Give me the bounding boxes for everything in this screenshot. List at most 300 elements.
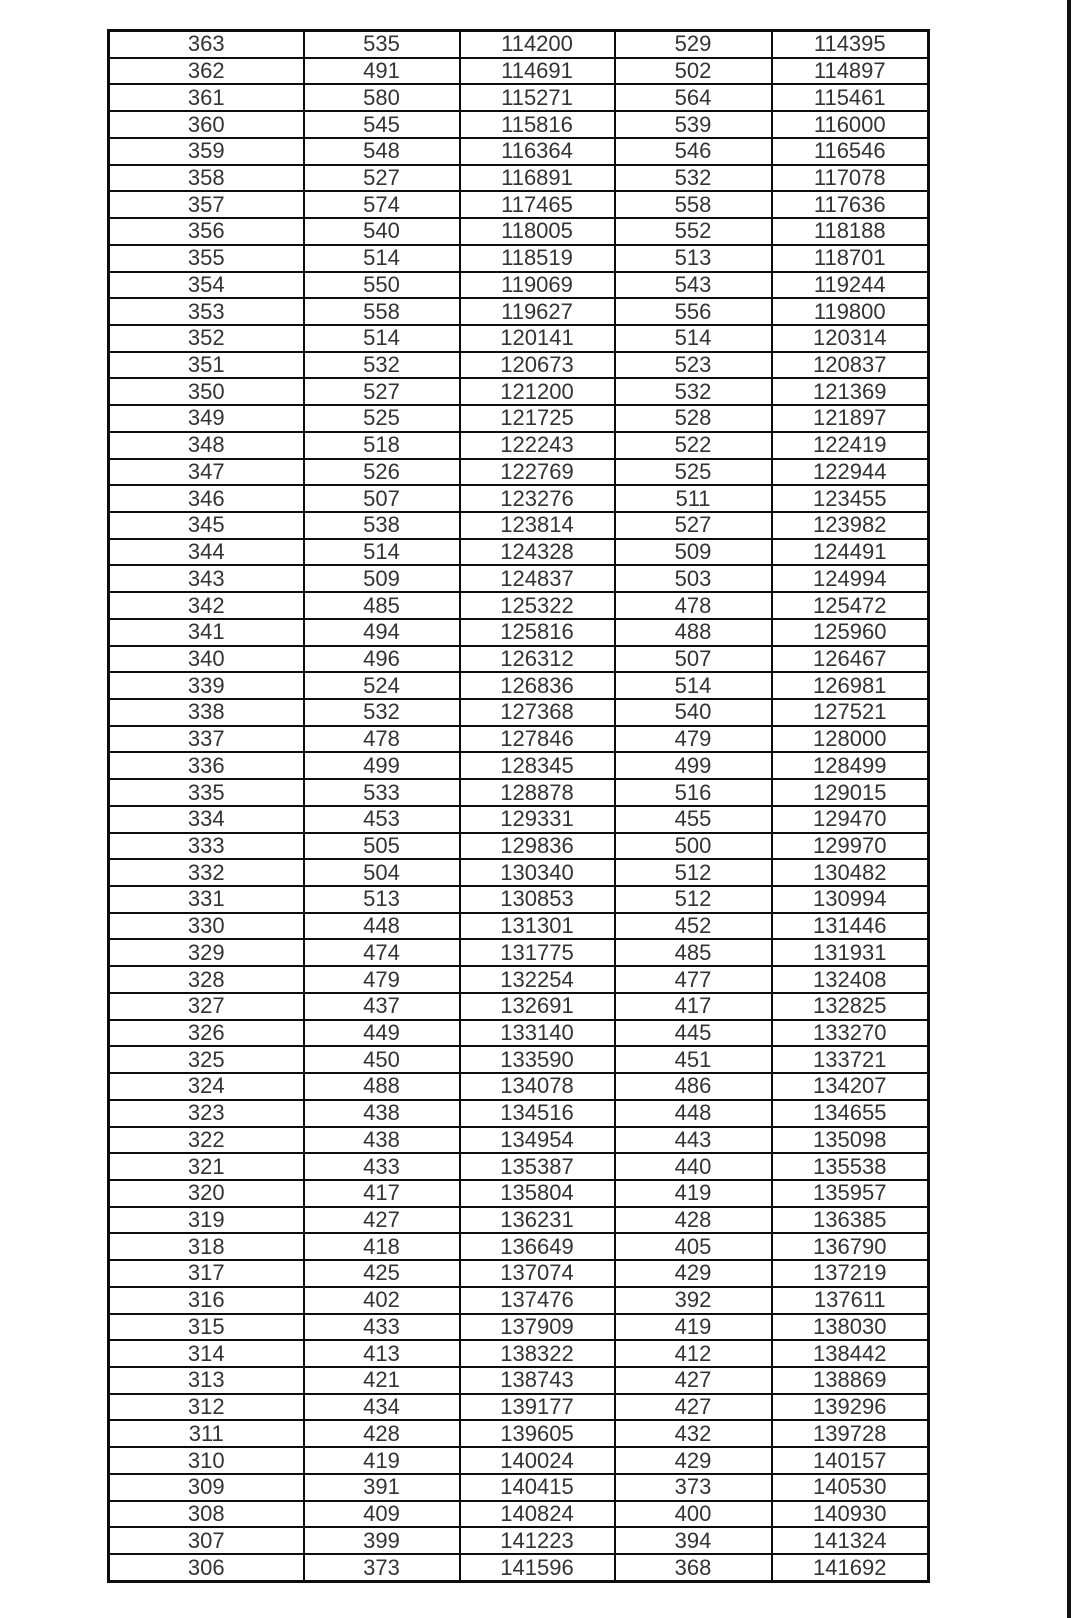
table-cell: 134078 xyxy=(460,1073,615,1100)
table-cell: 123814 xyxy=(460,512,615,539)
table-cell: 136231 xyxy=(460,1207,615,1234)
table-cell: 417 xyxy=(615,993,772,1020)
table-cell: 527 xyxy=(304,378,460,405)
table-cell: 125322 xyxy=(460,592,615,619)
table-cell: 129970 xyxy=(772,833,929,860)
table-cell: 315 xyxy=(109,1314,304,1341)
table-cell: 133140 xyxy=(460,1020,615,1047)
table-cell: 328 xyxy=(109,966,304,993)
table-cell: 522 xyxy=(615,432,772,459)
table-cell: 135387 xyxy=(460,1153,615,1180)
table-cell: 118005 xyxy=(460,218,615,245)
table-cell: 139728 xyxy=(772,1420,929,1447)
table-cell: 356 xyxy=(109,218,304,245)
table-cell: 449 xyxy=(304,1020,460,1047)
table-cell: 123982 xyxy=(772,512,929,539)
table-cell: 427 xyxy=(615,1394,772,1421)
table-row xyxy=(109,1474,929,1501)
table-cell: 136385 xyxy=(772,1207,929,1234)
table-cell: 114691 xyxy=(460,58,615,85)
table-cell: 440 xyxy=(615,1153,772,1180)
table-cell: 335 xyxy=(109,779,304,806)
table-cell: 526 xyxy=(304,459,460,486)
table-cell: 119069 xyxy=(460,272,615,299)
table-row xyxy=(109,1127,929,1154)
table-cell: 528 xyxy=(615,405,772,432)
table-cell: 140415 xyxy=(460,1474,615,1501)
table-row xyxy=(109,1180,929,1207)
table-cell: 358 xyxy=(109,165,304,192)
table-cell: 354 xyxy=(109,272,304,299)
table-row xyxy=(109,165,929,192)
table-cell: 117078 xyxy=(772,165,929,192)
table-cell: 453 xyxy=(304,806,460,833)
table-cell: 128499 xyxy=(772,752,929,779)
table-cell: 514 xyxy=(615,325,772,352)
table-cell: 312 xyxy=(109,1394,304,1421)
table-cell: 514 xyxy=(615,672,772,699)
table-row xyxy=(109,325,929,352)
table-row xyxy=(109,1554,929,1581)
table-cell: 392 xyxy=(615,1287,772,1314)
table-cell: 317 xyxy=(109,1260,304,1287)
table-cell: 130482 xyxy=(772,859,929,886)
table-cell: 137611 xyxy=(772,1287,929,1314)
table-cell: 513 xyxy=(615,245,772,272)
table-cell: 360 xyxy=(109,111,304,138)
table-cell: 532 xyxy=(615,378,772,405)
table-cell: 488 xyxy=(615,619,772,646)
table-cell: 124837 xyxy=(460,565,615,592)
table-cell: 527 xyxy=(304,165,460,192)
table-cell: 421 xyxy=(304,1367,460,1394)
table-cell: 115271 xyxy=(460,84,615,111)
table-cell: 507 xyxy=(615,646,772,673)
table-cell: 131931 xyxy=(772,939,929,966)
table-cell: 139177 xyxy=(460,1394,615,1421)
table-cell: 141223 xyxy=(460,1527,615,1554)
table-cell: 361 xyxy=(109,84,304,111)
table-cell: 130994 xyxy=(772,886,929,913)
table-cell: 311 xyxy=(109,1420,304,1447)
table-cell: 124328 xyxy=(460,539,615,566)
table-cell: 391 xyxy=(304,1474,460,1501)
table-row xyxy=(109,1314,929,1341)
table-row xyxy=(109,646,929,673)
table-cell: 115816 xyxy=(460,111,615,138)
table-cell: 543 xyxy=(615,272,772,299)
table-cell: 135957 xyxy=(772,1180,929,1207)
table-cell: 127846 xyxy=(460,726,615,753)
table-cell: 477 xyxy=(615,966,772,993)
table-cell: 330 xyxy=(109,913,304,940)
table-row xyxy=(109,1100,929,1127)
table-cell: 118701 xyxy=(772,245,929,272)
table-cell: 485 xyxy=(304,592,460,619)
table-cell: 564 xyxy=(615,84,772,111)
table-row xyxy=(109,1046,929,1073)
table-cell: 485 xyxy=(615,939,772,966)
table-cell: 417 xyxy=(304,1180,460,1207)
table-row xyxy=(109,913,929,940)
table-row xyxy=(109,84,929,111)
table-cell: 451 xyxy=(615,1046,772,1073)
table-cell: 438 xyxy=(304,1127,460,1154)
table-row xyxy=(109,1340,929,1367)
table-cell: 122243 xyxy=(460,432,615,459)
table-cell: 123455 xyxy=(772,485,929,512)
table-cell: 357 xyxy=(109,191,304,218)
table-row xyxy=(109,1207,929,1234)
table-cell: 140024 xyxy=(460,1447,615,1474)
table-cell: 130340 xyxy=(460,859,615,886)
table-cell: 513 xyxy=(304,886,460,913)
table-cell: 139605 xyxy=(460,1420,615,1447)
table-cell: 122944 xyxy=(772,459,929,486)
table-cell: 339 xyxy=(109,672,304,699)
table-row xyxy=(109,459,929,486)
table-row xyxy=(109,1420,929,1447)
table-cell: 329 xyxy=(109,939,304,966)
table-cell: 319 xyxy=(109,1207,304,1234)
table-row xyxy=(109,1287,929,1314)
table-cell: 308 xyxy=(109,1501,304,1528)
table-cell: 527 xyxy=(615,512,772,539)
table-cell: 321 xyxy=(109,1153,304,1180)
table-cell: 491 xyxy=(304,58,460,85)
table-cell: 540 xyxy=(615,699,772,726)
table-row xyxy=(109,1260,929,1287)
table-row xyxy=(109,31,929,58)
table-cell: 118519 xyxy=(460,245,615,272)
table-cell: 348 xyxy=(109,432,304,459)
table-cell: 123276 xyxy=(460,485,615,512)
table-cell: 114200 xyxy=(460,31,615,58)
table-cell: 345 xyxy=(109,512,304,539)
table-cell: 337 xyxy=(109,726,304,753)
table-cell: 525 xyxy=(615,459,772,486)
table-cell: 126312 xyxy=(460,646,615,673)
table-cell: 131775 xyxy=(460,939,615,966)
table-cell: 523 xyxy=(615,352,772,379)
table-row xyxy=(109,619,929,646)
table-cell: 518 xyxy=(304,432,460,459)
table-row xyxy=(109,58,929,85)
table-cell: 405 xyxy=(615,1233,772,1260)
table-cell: 548 xyxy=(304,138,460,165)
table-cell: 114897 xyxy=(772,58,929,85)
table-cell: 327 xyxy=(109,993,304,1020)
table-cell: 509 xyxy=(304,565,460,592)
table-row xyxy=(109,939,929,966)
table-cell: 131446 xyxy=(772,913,929,940)
table-cell: 124994 xyxy=(772,565,929,592)
table-row xyxy=(109,966,929,993)
table-cell: 558 xyxy=(615,191,772,218)
table-cell: 494 xyxy=(304,619,460,646)
table-cell: 552 xyxy=(615,218,772,245)
table-cell: 131301 xyxy=(460,913,615,940)
table-cell: 433 xyxy=(304,1153,460,1180)
table-cell: 132254 xyxy=(460,966,615,993)
table-cell: 448 xyxy=(304,913,460,940)
table-cell: 114395 xyxy=(772,31,929,58)
table-cell: 349 xyxy=(109,405,304,432)
table-cell: 132691 xyxy=(460,993,615,1020)
table-cell: 120141 xyxy=(460,325,615,352)
table-cell: 455 xyxy=(615,806,772,833)
table-cell: 121200 xyxy=(460,378,615,405)
table-cell: 514 xyxy=(304,325,460,352)
table-cell: 132825 xyxy=(772,993,929,1020)
table-cell: 509 xyxy=(615,539,772,566)
table-cell: 450 xyxy=(304,1046,460,1073)
table-cell: 373 xyxy=(304,1554,460,1581)
table-cell: 134954 xyxy=(460,1127,615,1154)
score-table-body xyxy=(109,31,929,1582)
table-cell: 126836 xyxy=(460,672,615,699)
table-cell: 342 xyxy=(109,592,304,619)
table-cell: 340 xyxy=(109,646,304,673)
table-row xyxy=(109,191,929,218)
table-cell: 558 xyxy=(304,298,460,325)
table-cell: 496 xyxy=(304,646,460,673)
table-cell: 133270 xyxy=(772,1020,929,1047)
table-row xyxy=(109,378,929,405)
table-cell: 117465 xyxy=(460,191,615,218)
table-cell: 514 xyxy=(304,539,460,566)
table-row xyxy=(109,272,929,299)
table-cell: 119800 xyxy=(772,298,929,325)
table-cell: 580 xyxy=(304,84,460,111)
table-row xyxy=(109,352,929,379)
table-cell: 516 xyxy=(615,779,772,806)
table-cell: 129836 xyxy=(460,833,615,860)
table-cell: 341 xyxy=(109,619,304,646)
table-cell: 353 xyxy=(109,298,304,325)
table-cell: 419 xyxy=(615,1314,772,1341)
table-cell: 334 xyxy=(109,806,304,833)
table-cell: 336 xyxy=(109,752,304,779)
table-cell: 419 xyxy=(615,1180,772,1207)
table-row xyxy=(109,539,929,566)
table-cell: 138322 xyxy=(460,1340,615,1367)
table-cell: 125960 xyxy=(772,619,929,646)
table-cell: 502 xyxy=(615,58,772,85)
table-cell: 429 xyxy=(615,1260,772,1287)
table-cell: 133721 xyxy=(772,1046,929,1073)
table-cell: 427 xyxy=(615,1367,772,1394)
table-row xyxy=(109,1447,929,1474)
table-cell: 428 xyxy=(615,1207,772,1234)
table-row xyxy=(109,218,929,245)
table-cell: 333 xyxy=(109,833,304,860)
table-cell: 448 xyxy=(615,1100,772,1127)
table-cell: 346 xyxy=(109,485,304,512)
table-cell: 320 xyxy=(109,1180,304,1207)
table-cell: 540 xyxy=(304,218,460,245)
table-cell: 316 xyxy=(109,1287,304,1314)
table-row xyxy=(109,592,929,619)
table-cell: 368 xyxy=(615,1554,772,1581)
table-cell: 309 xyxy=(109,1474,304,1501)
table-cell: 140824 xyxy=(460,1501,615,1528)
table-cell: 488 xyxy=(304,1073,460,1100)
right-edge-bar xyxy=(1067,0,1071,1618)
table-cell: 137219 xyxy=(772,1260,929,1287)
table-cell: 486 xyxy=(615,1073,772,1100)
table-cell: 402 xyxy=(304,1287,460,1314)
table-cell: 137074 xyxy=(460,1260,615,1287)
table-row xyxy=(109,1527,929,1554)
table-cell: 128878 xyxy=(460,779,615,806)
table-cell: 129470 xyxy=(772,806,929,833)
table-cell: 427 xyxy=(304,1207,460,1234)
table-cell: 121725 xyxy=(460,405,615,432)
table-cell: 122419 xyxy=(772,432,929,459)
table-cell: 117636 xyxy=(772,191,929,218)
table-row xyxy=(109,485,929,512)
table-cell: 119244 xyxy=(772,272,929,299)
table-cell: 478 xyxy=(615,592,772,619)
table-cell: 433 xyxy=(304,1314,460,1341)
table-row xyxy=(109,298,929,325)
table-cell: 307 xyxy=(109,1527,304,1554)
table-cell: 125816 xyxy=(460,619,615,646)
table-row xyxy=(109,245,929,272)
table-cell: 313 xyxy=(109,1367,304,1394)
table-row xyxy=(109,1501,929,1528)
table-cell: 532 xyxy=(615,165,772,192)
table-cell: 504 xyxy=(304,859,460,886)
table-cell: 121897 xyxy=(772,405,929,432)
table-cell: 126467 xyxy=(772,646,929,673)
table-cell: 314 xyxy=(109,1340,304,1367)
table-row xyxy=(109,1153,929,1180)
table-cell: 437 xyxy=(304,993,460,1020)
table-cell: 514 xyxy=(304,245,460,272)
table-cell: 344 xyxy=(109,539,304,566)
table-cell: 116546 xyxy=(772,138,929,165)
table-cell: 533 xyxy=(304,779,460,806)
table-cell: 352 xyxy=(109,325,304,352)
table-cell: 338 xyxy=(109,699,304,726)
table-cell: 429 xyxy=(615,1447,772,1474)
table-row xyxy=(109,565,929,592)
table-cell: 499 xyxy=(615,752,772,779)
table-cell: 141692 xyxy=(772,1554,929,1581)
table-cell: 362 xyxy=(109,58,304,85)
table-row xyxy=(109,726,929,753)
table-cell: 428 xyxy=(304,1420,460,1447)
table-cell: 512 xyxy=(615,886,772,913)
table-cell: 132408 xyxy=(772,966,929,993)
table-cell: 373 xyxy=(615,1474,772,1501)
table-cell: 138030 xyxy=(772,1314,929,1341)
table-cell: 419 xyxy=(304,1447,460,1474)
table-row xyxy=(109,512,929,539)
table-cell: 452 xyxy=(615,913,772,940)
table-cell: 138869 xyxy=(772,1367,929,1394)
table-row xyxy=(109,752,929,779)
table-cell: 539 xyxy=(615,111,772,138)
table-cell: 119627 xyxy=(460,298,615,325)
table-row xyxy=(109,993,929,1020)
table-cell: 505 xyxy=(304,833,460,860)
table-cell: 529 xyxy=(615,31,772,58)
table-row xyxy=(109,1073,929,1100)
table-cell: 134207 xyxy=(772,1073,929,1100)
table-cell: 134655 xyxy=(772,1100,929,1127)
table-cell: 443 xyxy=(615,1127,772,1154)
score-table xyxy=(107,29,930,1583)
table-cell: 574 xyxy=(304,191,460,218)
table-row xyxy=(109,111,929,138)
table-cell: 137909 xyxy=(460,1314,615,1341)
table-cell: 545 xyxy=(304,111,460,138)
table-cell: 525 xyxy=(304,405,460,432)
table-cell: 359 xyxy=(109,138,304,165)
table-cell: 120673 xyxy=(460,352,615,379)
table-cell: 332 xyxy=(109,859,304,886)
table-cell: 503 xyxy=(615,565,772,592)
table-row xyxy=(109,672,929,699)
table-cell: 135538 xyxy=(772,1153,929,1180)
table-cell: 138442 xyxy=(772,1340,929,1367)
table-cell: 127368 xyxy=(460,699,615,726)
table-row xyxy=(109,1394,929,1421)
table-cell: 432 xyxy=(615,1420,772,1447)
table-cell: 124491 xyxy=(772,539,929,566)
table-row xyxy=(109,779,929,806)
table-cell: 135804 xyxy=(460,1180,615,1207)
table-cell: 136649 xyxy=(460,1233,615,1260)
table-cell: 128345 xyxy=(460,752,615,779)
table-cell: 323 xyxy=(109,1100,304,1127)
table-cell: 126981 xyxy=(772,672,929,699)
table-cell: 135098 xyxy=(772,1127,929,1154)
table-cell: 500 xyxy=(615,833,772,860)
table-cell: 474 xyxy=(304,939,460,966)
table-cell: 350 xyxy=(109,378,304,405)
table-cell: 538 xyxy=(304,512,460,539)
table-cell: 326 xyxy=(109,1020,304,1047)
table-cell: 399 xyxy=(304,1527,460,1554)
table-cell: 511 xyxy=(615,485,772,512)
table-cell: 133590 xyxy=(460,1046,615,1073)
table-row xyxy=(109,1020,929,1047)
table-cell: 438 xyxy=(304,1100,460,1127)
table-cell: 318 xyxy=(109,1233,304,1260)
table-cell: 128000 xyxy=(772,726,929,753)
table-cell: 140157 xyxy=(772,1447,929,1474)
table-cell: 120837 xyxy=(772,352,929,379)
table-cell: 507 xyxy=(304,485,460,512)
table-cell: 120314 xyxy=(772,325,929,352)
table-cell: 127521 xyxy=(772,699,929,726)
table-cell: 130853 xyxy=(460,886,615,913)
table-cell: 134516 xyxy=(460,1100,615,1127)
table-cell: 499 xyxy=(304,752,460,779)
table-cell: 445 xyxy=(615,1020,772,1047)
table-cell: 343 xyxy=(109,565,304,592)
table-cell: 138743 xyxy=(460,1367,615,1394)
table-cell: 363 xyxy=(109,31,304,58)
table-cell: 129015 xyxy=(772,779,929,806)
table-cell: 116364 xyxy=(460,138,615,165)
table-cell: 121369 xyxy=(772,378,929,405)
table-cell: 347 xyxy=(109,459,304,486)
